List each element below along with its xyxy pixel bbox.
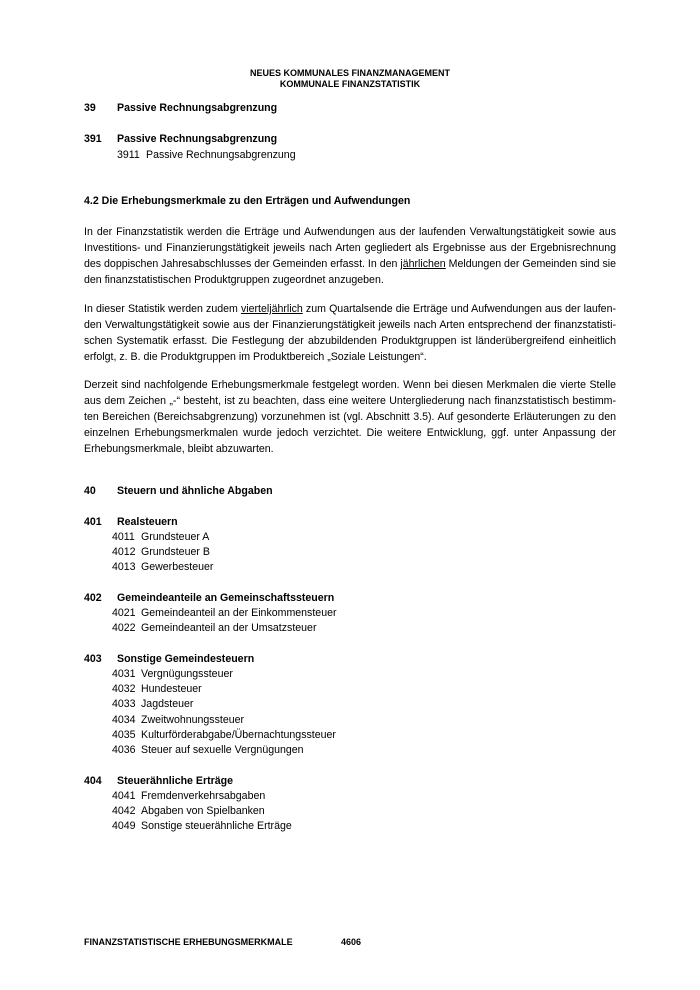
item-code: 4031 — [112, 668, 136, 680]
item-label: Hundesteuer — [141, 683, 202, 695]
list-item-3911 — [117, 149, 296, 161]
section-number: 404 — [84, 775, 102, 787]
paragraph-1 — [84, 224, 616, 288]
item-code: 4036 — [112, 744, 136, 756]
item-label: Fremdenverkehrsabgaben — [141, 790, 266, 802]
list-item — [112, 698, 193, 710]
heading-4-2: 4.2 Die Erhebungsmerkmale zu den Erträgen und Aufwendungen — [84, 195, 411, 207]
text-line: ten Bereichen (Bereichsabgrenzung) vorzunehmen ist (vgl. Abschnitt 3.5). Auf gesonderte Erläuterungen zu den — [84, 411, 616, 423]
text-line: schen Systematik erfasst. Die Festlegung der abzubildenden Produktgruppen ist länderübergreifend einheitlich — [84, 335, 616, 347]
section-title: Passive Rechnungsabgrenzung — [117, 102, 278, 114]
item-code: 4011 — [112, 531, 135, 543]
item-code: 4049 — [112, 820, 136, 832]
item-code: 4012 — [112, 546, 136, 558]
text-segment: Meldungen der Gemeinden sind sie — [445, 258, 616, 270]
underlined-word: vierteljährlich — [240, 303, 303, 315]
item-code: 4042 — [112, 805, 136, 817]
section-403 — [84, 653, 254, 665]
list-item — [112, 820, 292, 832]
text-line: einzelnen Erhebungsmerkmalen wurde jedoch verzichtet. Die weitere Entwicklung, ggf. unter Anpassung der — [84, 427, 616, 439]
list-item — [112, 714, 244, 726]
section-number: 403 — [84, 653, 102, 665]
paragraph-3 — [84, 377, 616, 457]
item-code: 4022 — [112, 622, 136, 634]
item-label: Abgaben von Spielbanken — [141, 805, 265, 817]
item-label: Grundsteuer A — [141, 531, 210, 543]
text-line: den finanzstatistischen Produktgruppen zugeordnet anzugeben. — [84, 274, 384, 286]
text-line: aus dem Zeichen „-“ besteht, ist zu beachten, dass eine weitere Untergliederung nach finanzstatistisch bestimm- — [84, 395, 616, 407]
text-line: Investitions- und Finanzierungstätigkeit jeweils nach Arten gegliedert als Ergebnisse aus der Ergebnisrechnung — [84, 242, 616, 254]
text-line: In der Finanzstatistik werden die Erträge und Aufwendungen aus der laufenden Verwaltungstätigkeit sowie aus — [84, 226, 616, 238]
item-label: Gemeindeanteil an der Umsatzsteuer — [141, 622, 317, 634]
header-line-2: KOMMUNALE FINANZSTATISTIK — [279, 79, 421, 89]
section-404 — [84, 775, 233, 787]
item-label: Gewerbesteuer — [141, 561, 214, 573]
item-code: 4032 — [112, 683, 136, 695]
item-code: 4034 — [112, 714, 136, 726]
underlined-word: jährlichen — [400, 258, 446, 270]
section-402 — [84, 592, 334, 604]
page-header — [0, 68, 700, 90]
text-line: erfolgt, z. B. die Produktgruppen im Produktbereich „Soziale Leistungen“. — [84, 351, 427, 363]
item-label: Sonstige steuerähnliche Erträge — [141, 820, 292, 832]
list-item — [112, 561, 213, 573]
text-line — [84, 256, 616, 272]
section-40 — [84, 485, 273, 497]
item-code: 4021 — [112, 607, 136, 619]
section-401 — [84, 516, 178, 528]
item-label: Zweitwohnungssteuer — [141, 714, 245, 726]
list-item — [112, 805, 265, 817]
text-segment: des doppischen Jahresabschlusses der Gemeinden erfasst. In den — [84, 258, 401, 270]
item-code: 3911 — [117, 149, 140, 161]
section-title: Realsteuern — [117, 516, 178, 528]
list-item — [112, 668, 233, 680]
item-code: 4013 — [112, 561, 136, 573]
list-item — [112, 729, 336, 741]
text-line: Erhebungsmerkmale, bleibt abzuwarten. — [84, 443, 274, 455]
section-title: Sonstige Gemeindesteuern — [117, 653, 255, 665]
item-label: Passive Rechnungsabgrenzung — [146, 149, 296, 161]
section-number: 40 — [84, 485, 96, 497]
text-line — [84, 301, 616, 317]
list-item — [112, 790, 265, 802]
section-title: Gemeindeanteile an Gemeinschaftssteuern — [117, 592, 335, 604]
section-391 — [84, 133, 277, 145]
page-footer — [84, 937, 362, 947]
text-segment: In dieser Statistik werden zudem — [84, 303, 241, 315]
item-code: 4033 — [112, 698, 136, 710]
list-item — [112, 546, 210, 558]
item-label: Gemeindeanteil an der Einkommensteuer — [141, 607, 337, 619]
section-title: Passive Rechnungsabgrenzung — [117, 133, 278, 145]
section-number: 391 — [84, 133, 102, 145]
item-label: Jagdsteuer — [141, 698, 194, 710]
list-item — [112, 531, 209, 543]
list-item — [112, 622, 316, 634]
section-title: Steuern und ähnliche Abgaben — [117, 485, 273, 497]
footer-title: FINANZSTATISTISCHE ERHEBUNGSMERKMALE — [84, 937, 293, 947]
section-number: 39 — [84, 102, 96, 114]
page-number: 4606 — [341, 937, 362, 947]
item-code: 4041 — [112, 790, 136, 802]
list-item — [112, 683, 202, 695]
section-title: Steuerähnliche Erträge — [117, 775, 233, 787]
section-number: 401 — [84, 516, 102, 528]
list-item — [112, 744, 304, 756]
item-label: Vergnügungssteuer — [141, 668, 233, 680]
header-line-1: NEUES KOMMUNALES FINANZMANAGEMENT — [250, 68, 450, 78]
item-label: Steuer auf sexuelle Vergnügungen — [141, 744, 304, 756]
paragraph-2 — [84, 301, 616, 365]
text-line: den Verwaltungstätigkeit sowie aus der Finanzierungstätigkeit jeweils nach Arten entsprechend der finanzstatisti- — [84, 319, 616, 331]
item-code: 4035 — [112, 729, 136, 741]
list-item — [112, 607, 337, 619]
text-segment: zum Quartalsende die Erträge und Aufwendungen aus der laufen- — [302, 303, 616, 315]
item-label: Grundsteuer B — [141, 546, 210, 558]
section-39 — [84, 102, 277, 114]
item-label: Kulturförderabgabe/Übernachtungssteuer — [141, 729, 336, 741]
text-line: Derzeit sind nachfolgende Erhebungsmerkmale festgelegt worden. Wenn bei diesen Merkmalen die vierte Stelle — [84, 379, 616, 391]
section-number: 402 — [84, 592, 102, 604]
